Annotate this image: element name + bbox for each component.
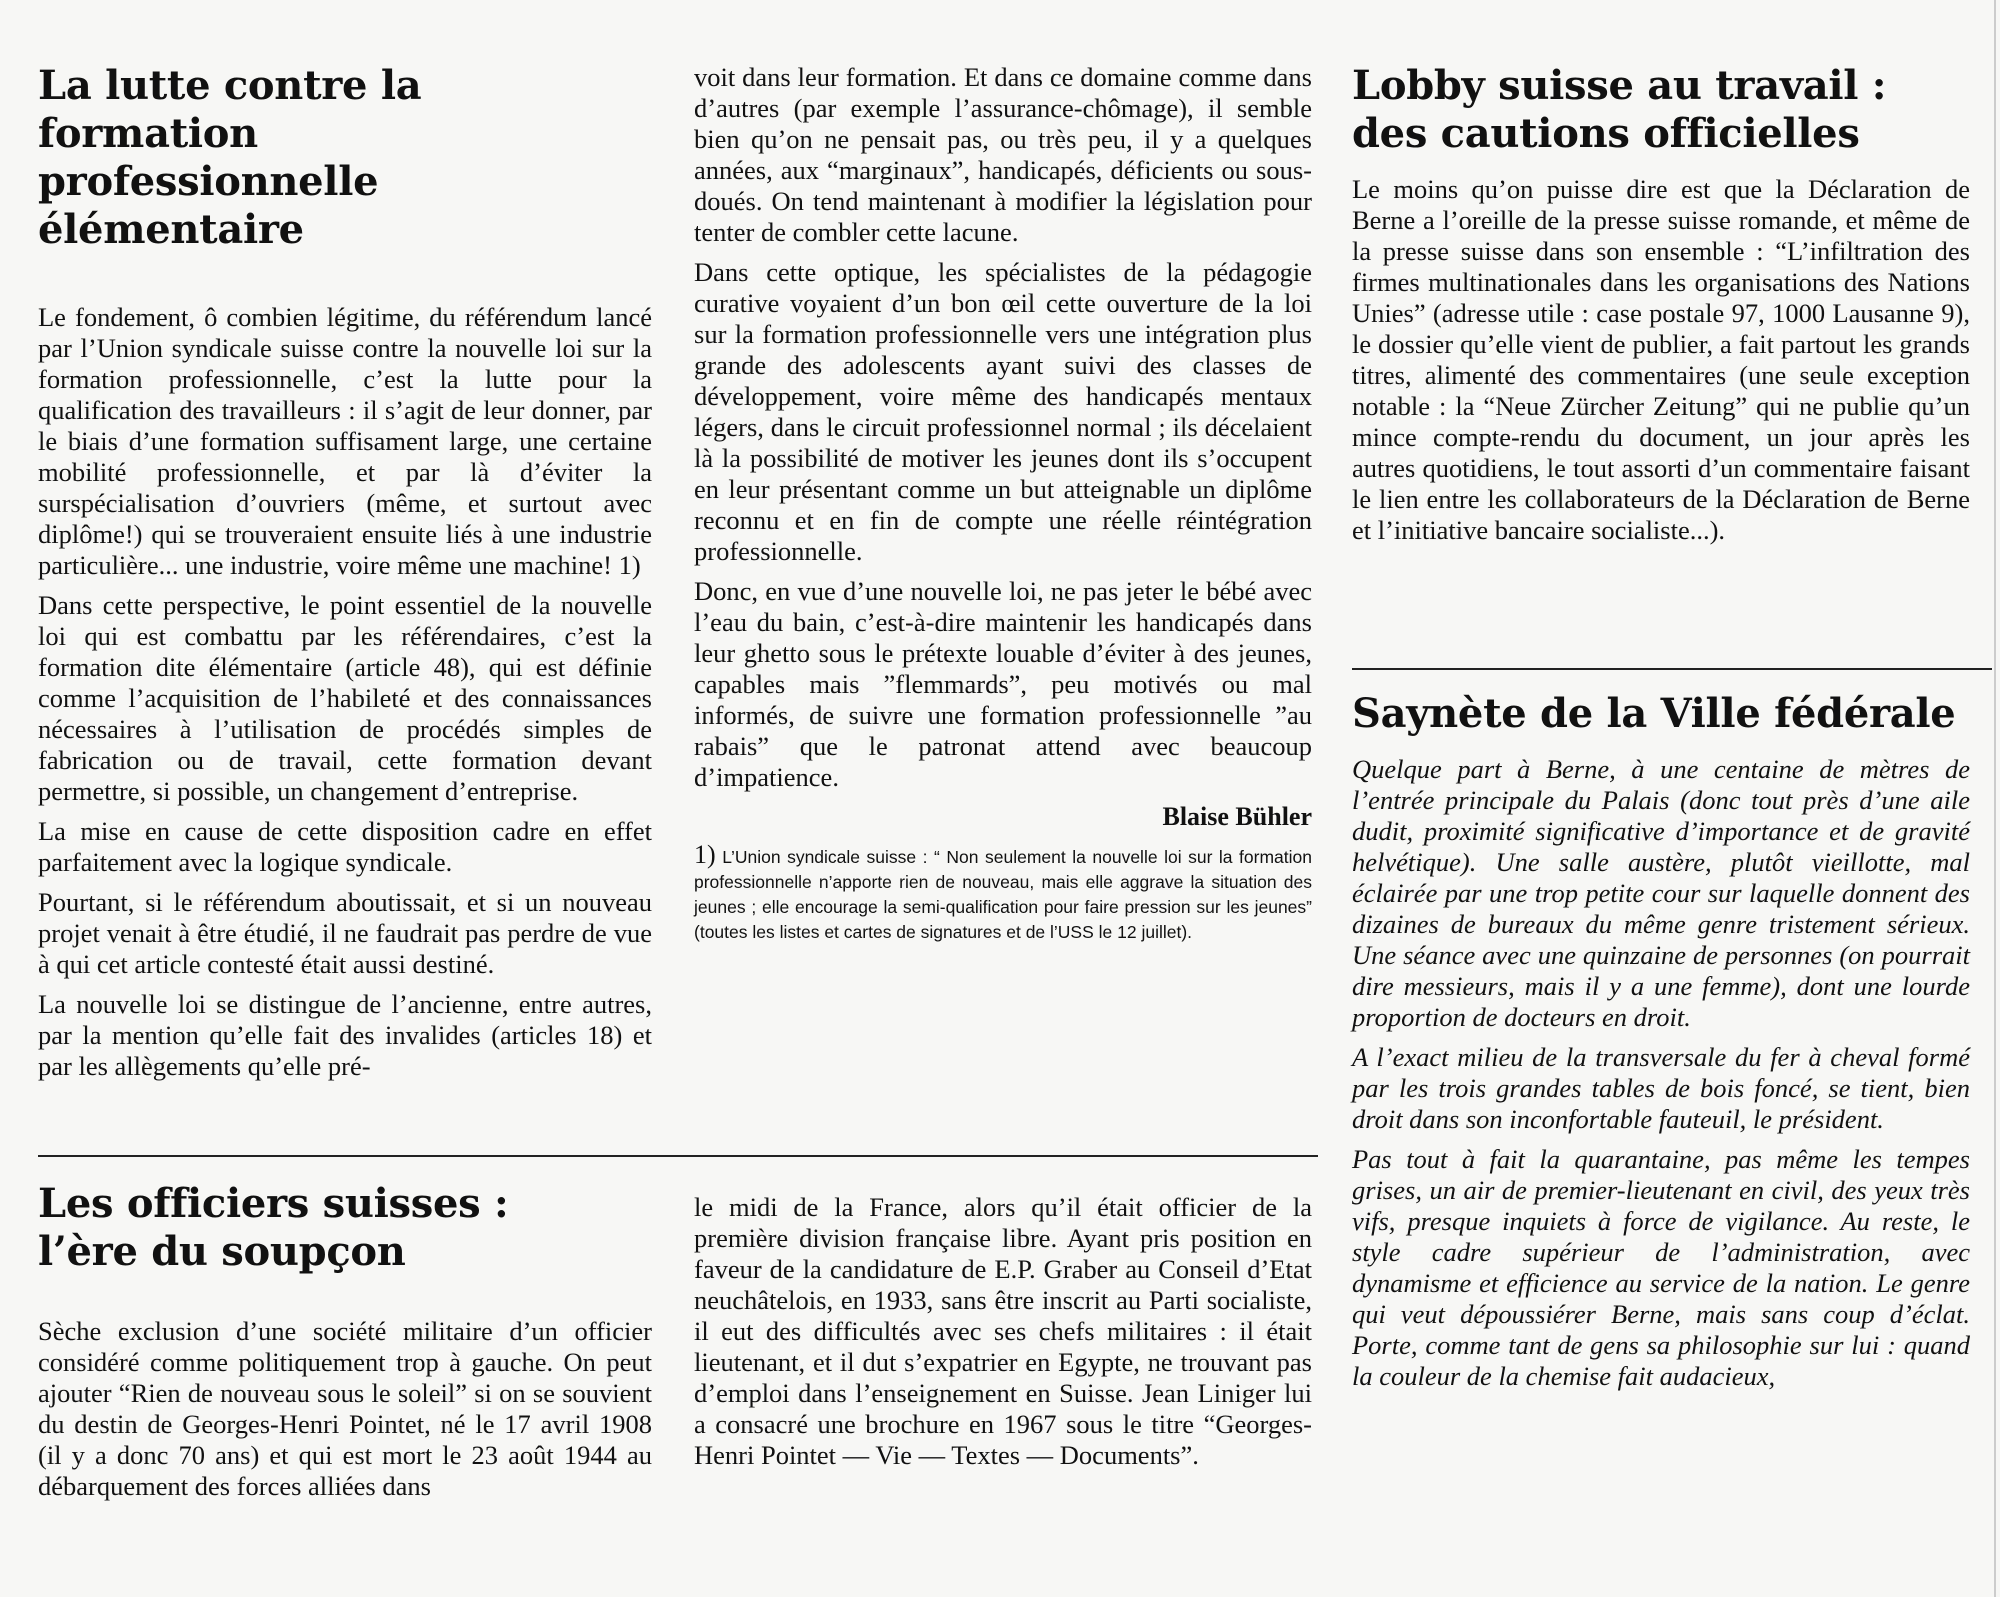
article-officiers-col1 [38,1180,652,1511]
article-officiers-col2 [694,1192,1312,1480]
paragraph: Quelque part à Berne, à une centaine de mètres de l’entrée principale du Palais (donc tout près d’une aile dudit, proximité significative d’importance et de gravité helvétique). Une salle austère, plutôt vieillotte, mal éclairée par une trop petite cour sur laquelle donnent des dizaines de bureaux du même genre tristement sérieux. Une séance avec une quinzaine de personnes (on pourrait dire messieurs, mais il y a une femme), dont une lourde proportion de docteurs en droit. [1352,754,1970,1032]
article-title: Les officiers suisses : l’ère du soupçon [38,1180,509,1275]
footnote-text: L’Union syndicale suisse : “ Non seulement la nouvelle loi sur la formation professionnelle n’apporte rien de nouveau, mais elle aggrave la situation des jeunes ; elle encourage la semi-qualification pour faire pression sur les jeunes” (toutes les listes et cartes de signatures et de l’USS le 12 juillet). [694,847,1312,942]
section-divider [1352,668,1992,670]
paragraph: La nouvelle loi se distingue de l’ancienne, entre autres, par la mention qu’elle fait des invalides (articles 18) et par les allègements qu’elle pré- [38,989,652,1081]
paragraph: Pas tout à fait la quarantaine, pas même les tempes grises, un air de premier-lieutenant en civil, des yeux très vifs, presque inquiets à force de vigilance. Au reste, le style cadre supérieur de l’administration, avec dynamisme et efficience au service de la nation. Le genre qui veut dépoussiérer Berne, mais sans coup d’éclat. Porte, comme tant de gens sa philosophie sur lui : quand la couleur de la chemise fait audacieux, [1352,1144,1970,1391]
paragraph: Sèche exclusion d’une société militaire d’un officier considéré comme politiquement trop à gauche. On peut ajouter “Rien de nouveau sous le soleil” si on se souvient du destin de Georges-Henri Pointet, né le 17 avril 1908 (il y a donc 70 ans) et qui est mort le 23 août 1944 au débarquement des forces alliées dans [38,1316,652,1501]
paragraph: Le moins qu’on puisse dire est que la Déclaration de Berne a l’oreille de la presse suisse romande, et même de la presse suisse dans son ensemble : “L’infiltration des firmes multinationales dans les organisations des Nations Unies” (adresse utile : case postale 97, 1000 Lausanne 9), le dossier qu’elle vient de publier, a fait partout les grands titres, alimenté des commentaires (une seule exception notable : la “Neue Zürcher Zeitung” qui ne publie qu’un mince compte-rendu du document, un jour après les autres quotidiens, le tout assorti d’un commentaire faisant le lien entre les collaborateurs de la Déclaration de Berne et l’initiative bancaire socialiste...). [1352,174,1970,545]
article-title: Saynète de la Ville fédérale [1352,690,1956,737]
footnote [694,842,1312,945]
page-edge [1994,0,1996,1597]
paragraph: le midi de la France, alors qu’il était officier de la première division française libre. Ayant pris position en faveur de la candidature de E.P. Graber au Conseil d’Etat neuchâtelois, en 1933, sans être inscrit au Parti socialiste, il eut des difficultés avec ses chefs militaires : il était lieutenant, et il dut s’expatrier en Egypte, ne trouvant pas d’emploi dans l’enseignement en Suisse. Jean Liniger lui a consacré une brochure en 1967 sous le titre “Georges-Henri Pointet — Vie — Textes — Documents”. [694,1192,1312,1470]
footnote-number: 1) [694,840,716,869]
paragraph: La mise en cause de cette disposition cadre en effet parfaitement avec la logique syndicale. [38,816,652,877]
paragraph: Pourtant, si le référendum aboutissait, et si un nouveau projet venait à être étudié, il ne faudrait pas perdre de vue à qui cet article contesté était aussi destiné. [38,887,652,979]
article-lutte-col1 [38,62,652,1091]
article-saynete [1352,690,1970,1401]
paragraph: Le fondement, ô combien légitime, du référendum lancé par l’Union syndicale suisse contre la nouvelle loi sur la formation professionnelle, c’est la lutte pour la qualification des travailleurs : il s’agit de leur donner, par le biais d’une formation suffisament large, une certaine mobilité professionnelle, et par là d’éviter la surspécialisation d’ouvriers (même, et surtout avec diplôme!) qui se trouveraient ensuite liés à une industrie particulière... une industrie, voire même une machine! 1) [38,302,652,580]
article-title: Lobby suisse au travail : des cautions officielles [1352,62,1887,157]
byline: Blaise Bühler [1162,802,1312,831]
paragraph: Dans cette optique, les spécialistes de la pédagogie curative voyaient d’un bon œil cette ouverture de la loi sur la formation professionnelle vers une intégration plus grande des adolescents ayant suivi des classes de développement, voire même des handicapés mentaux légers, dans le circuit professionnel normal ; ils décelaient là la possibilité de motiver les jeunes dont ils s’occupent en leur présentant comme un but atteignable un diplôme reconnu et en fin de compte une réelle réintégration professionnelle. [694,257,1312,566]
paragraph: Dans cette perspective, le point essentiel de la nouvelle loi qui est combattu par les référendaires, c’est la formation dite élémentaire (article 48), qui est définie comme l’acquisition de l’habileté et des connaissances nécessaires à l’utilisation de procédés simples de fabrication ou de travail, cette formation devant permettre, si possible, un changement d’entreprise. [38,590,652,806]
article-lutte-col2 [694,62,1312,945]
paragraph: A l’exact milieu de la transversale du fer à cheval formé par les trois grandes tables de bois foncé, se tient, bien droit dans son inconfortable fauteuil, le président. [1352,1042,1970,1134]
article-lobby [1352,62,1970,555]
paragraph: Donc, en vue d’une nouvelle loi, ne pas jeter le bébé avec l’eau du bain, c’est-à-dire maintenir les handicapés dans leur ghetto sous le prétexte louable d’éviter à des jeunes, capables mais ”flemmards”, peu motivés ou mal informés, de suivre une formation professionnelle ”au rabais” que le patronat attend avec beaucoup d’impatience. [694,576,1312,792]
paragraph: voit dans leur formation. Et dans ce domaine comme dans d’autres (par exemple l’assurance-chômage), il semble bien qu’on ne pensait pas, ou très peu, il y a quelques années, aux “marginaux”, handicapés, déficients ou sous-doués. On tend maintenant à modifier la législation pour tenter de combler cette lacune. [694,62,1312,247]
section-divider [38,1155,1318,1157]
article-title: La lutte contre la formation professionnelle élémentaire [38,62,422,253]
